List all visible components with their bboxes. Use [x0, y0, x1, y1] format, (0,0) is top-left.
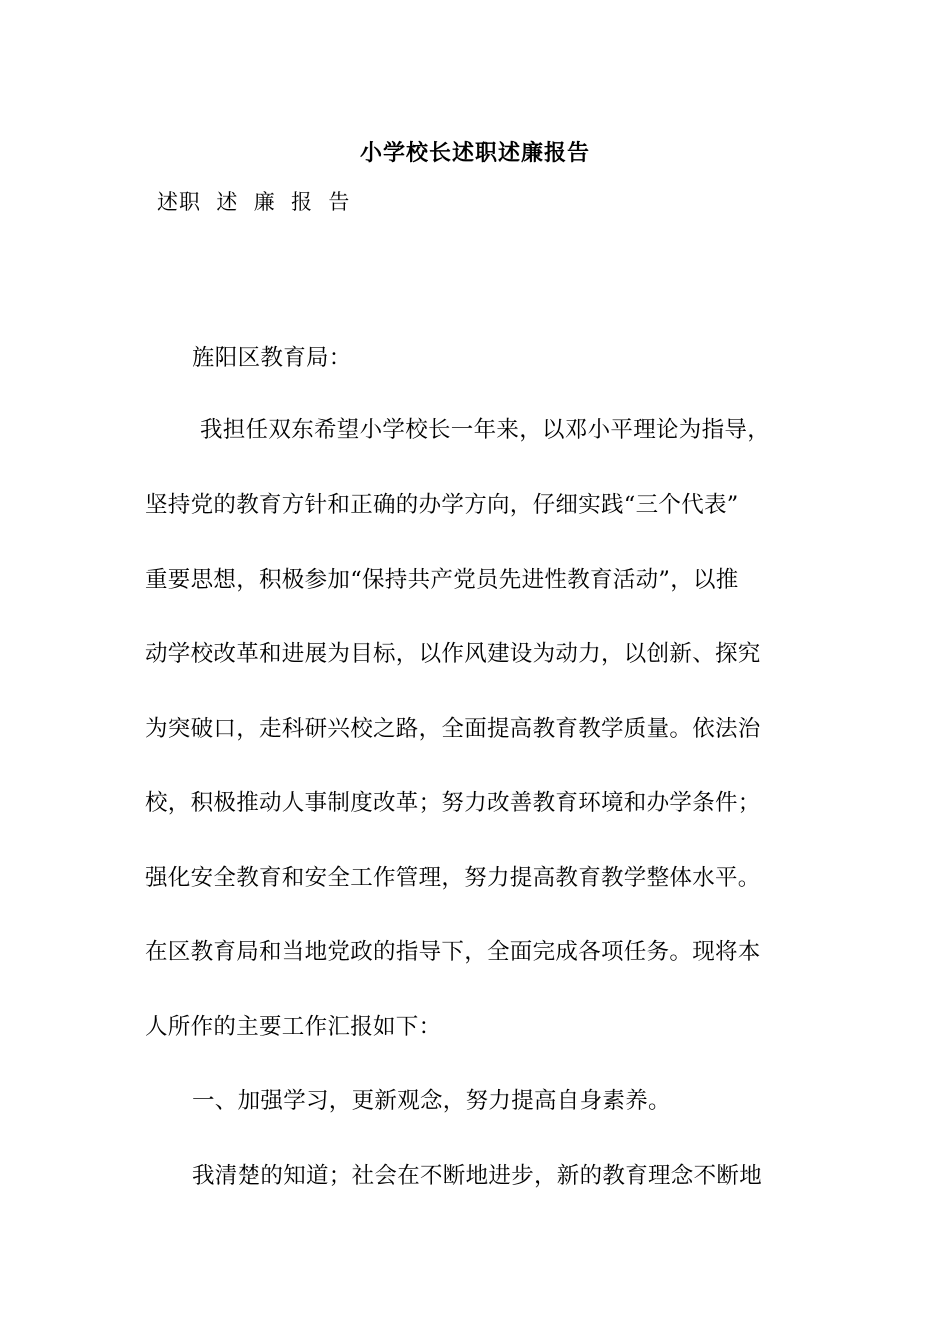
paragraph-line: 校，积极推动人事制度改革；努力改善教育环境和办学条件； — [145, 790, 761, 816]
paragraph-line: 强化安全教育和安全工作管理，努力提高教育教学整体水平。 — [145, 865, 761, 891]
document-title: 小学校长述职述廉报告 — [359, 140, 590, 166]
paragraph-line: 重要思想，积极参加“保持共产党员先进性教育活动”，以推 — [145, 567, 739, 593]
salutation: 旌阳区教育局： — [192, 345, 352, 371]
paragraph-line: 为突破口，走科研兴校之路，全面提高教育教学质量。依法治 — [145, 716, 761, 742]
paragraph-line: 我清楚的知道；社会在不断地进步，新的教育理念不断地 — [192, 1163, 763, 1189]
section-heading: 一、加强学习，更新观念，努力提高自身素养。 — [192, 1088, 671, 1114]
paragraph-line: 坚持党的教育方针和正确的办学方向，仔细实践“三个代表” — [145, 492, 739, 518]
paragraph-line: 动学校改革和进展为目标，以作风建设为动力，以创新、探究 — [145, 641, 761, 667]
paragraph-line: 人所作的主要工作汇报如下： — [145, 1014, 442, 1040]
paragraph-line: 我担任双东希望小学校长一年来，以邓小平理论为指导， — [200, 417, 771, 443]
paragraph-line: 在区教育局和当地党政的指导下，全面完成各项任务。现将本 — [145, 939, 761, 965]
document-subtitle: 述职 述 廉 报 告 — [157, 190, 351, 214]
